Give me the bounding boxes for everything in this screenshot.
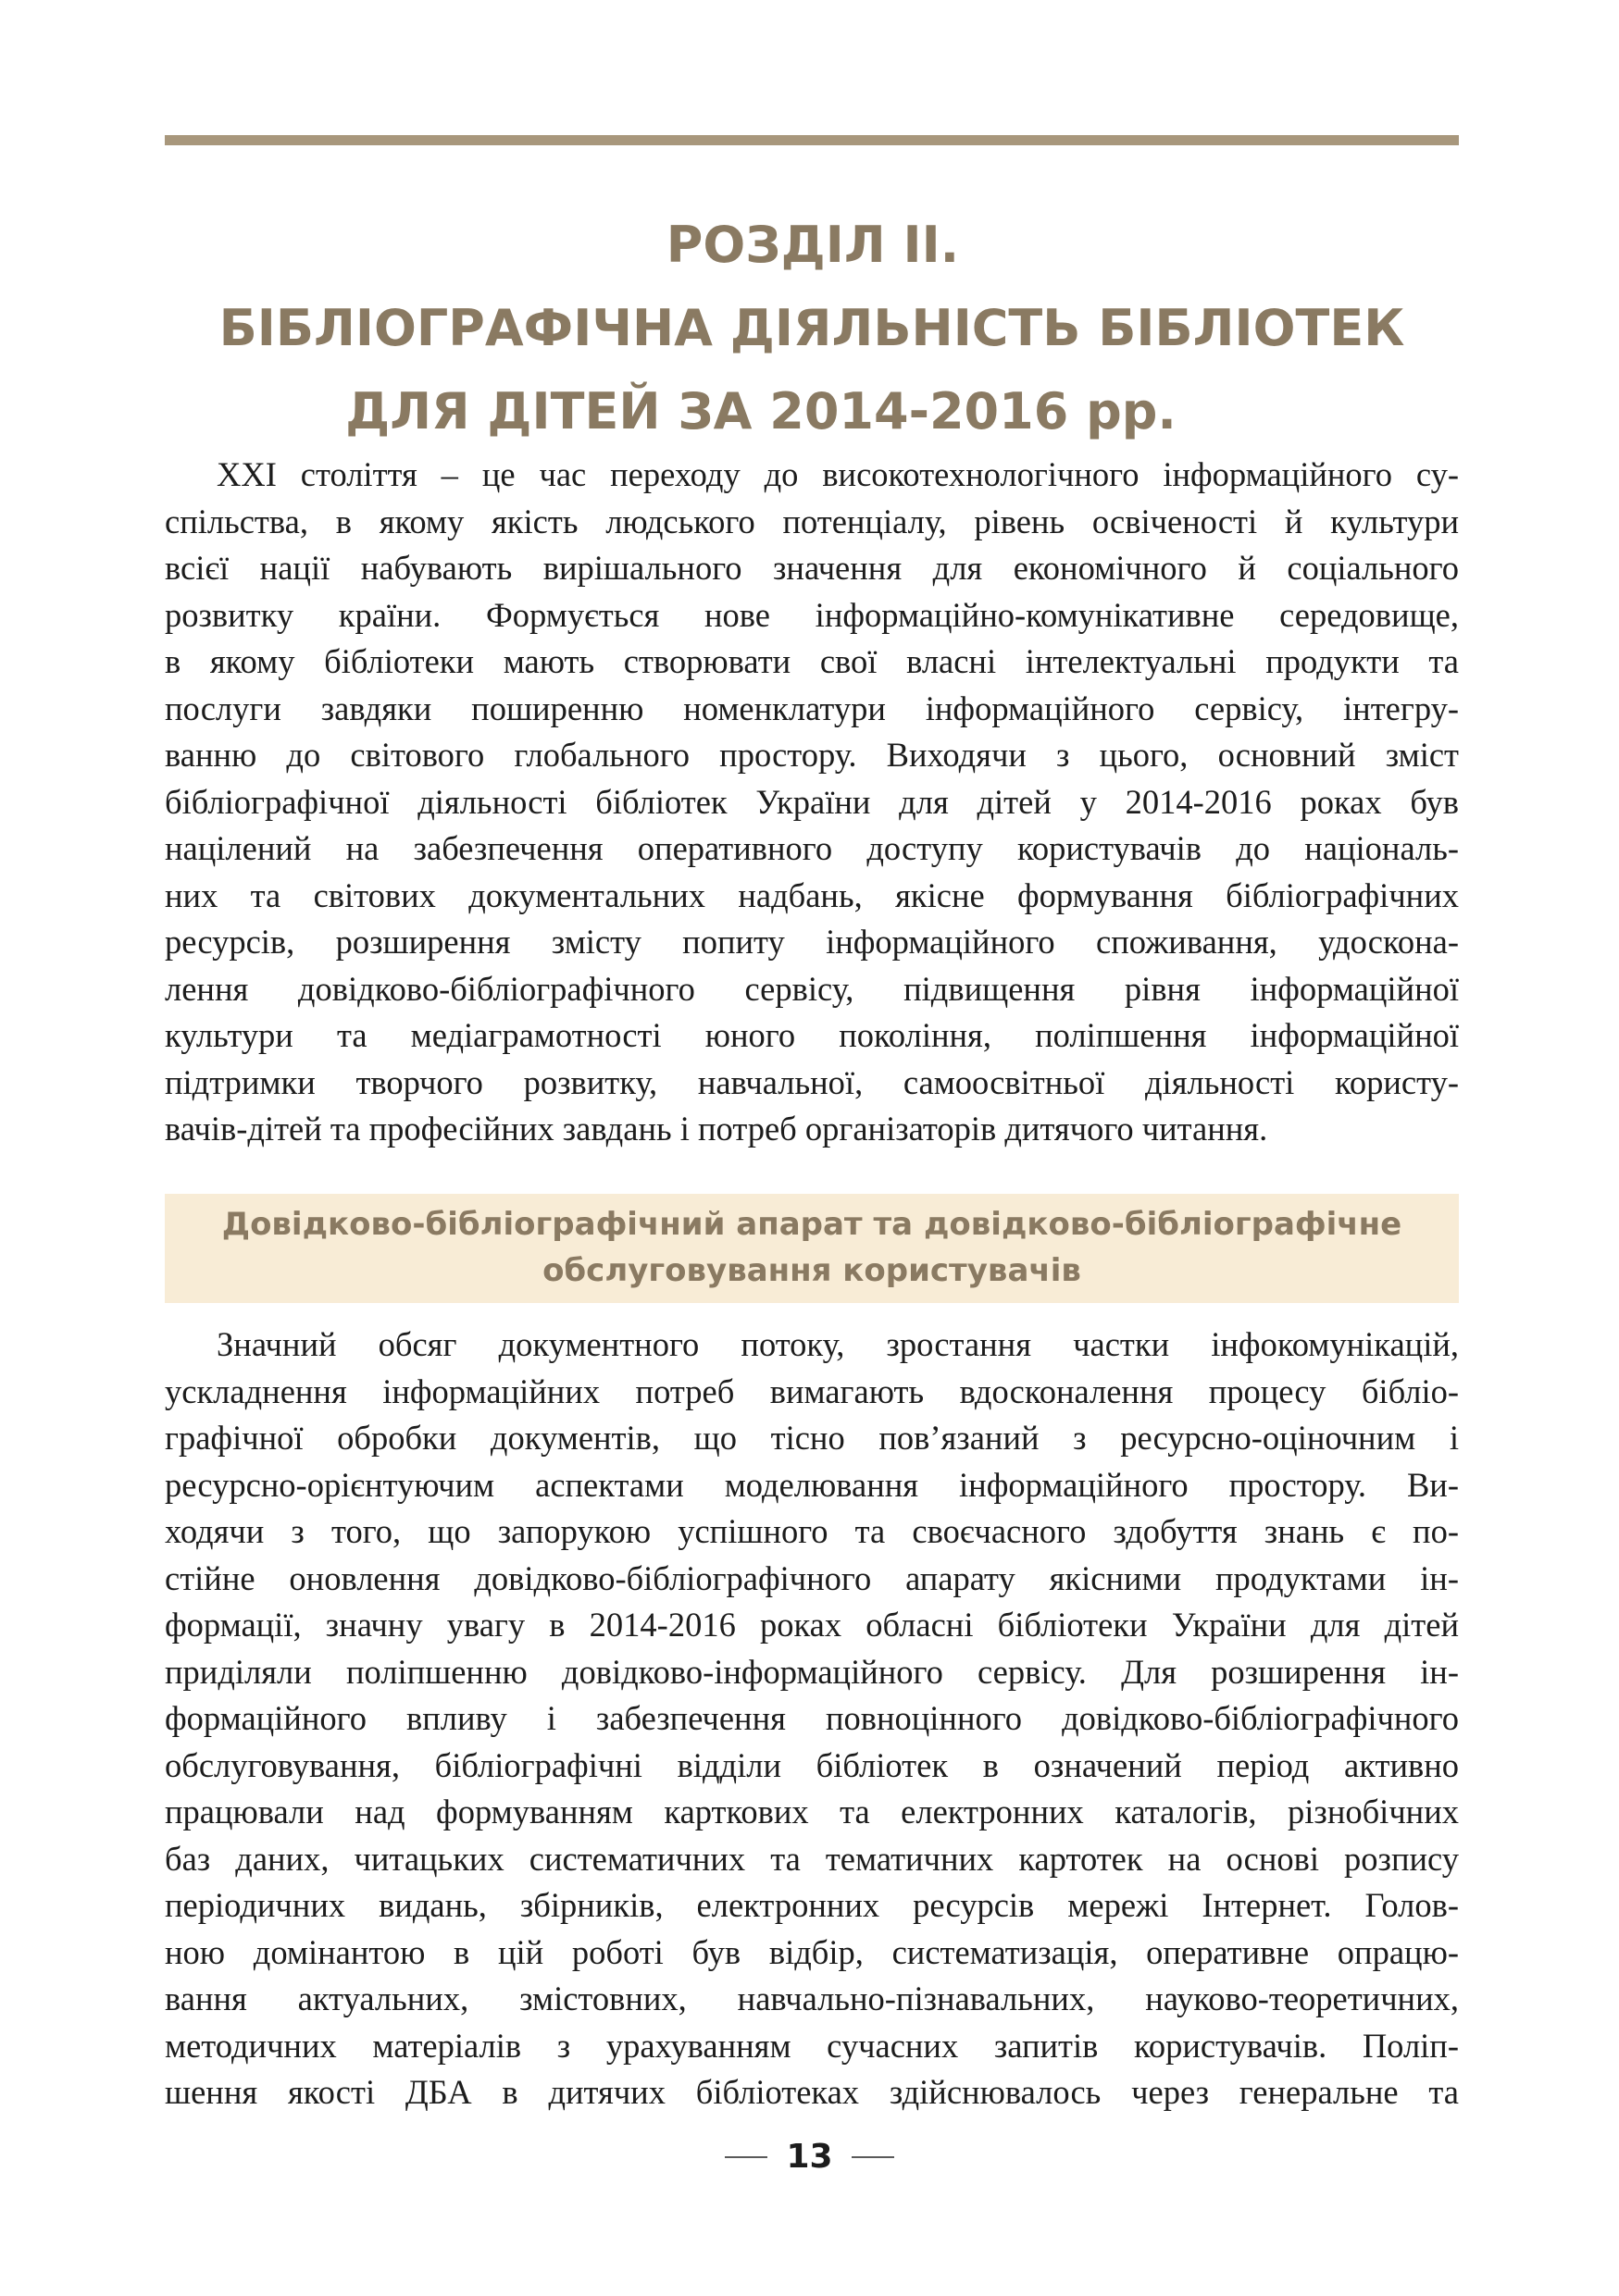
paragraph-1 [165, 452, 1459, 1153]
page-footer [0, 2138, 1619, 2184]
paragraph-line: формаційного впливу і забезпечення повноцінного довідково-бібліографічного [165, 1699, 1459, 1737]
paragraph-line: бібліографічної діяльності бібліотек України для дітей у 2014-2016 роках був [165, 782, 1459, 821]
footer-dash-left [725, 2156, 767, 2158]
paragraph-line: всієї нації набувають вирішального значення для економічного й соціального [165, 549, 1459, 587]
paragraph-line: ходячи з того, що запорукою успішного та своєчасного здобуття знань є по- [165, 1512, 1459, 1550]
paragraph-line: ванню до світового глобального простору. Виходячи з цього, основний зміст [165, 736, 1459, 774]
paragraph-line: формації, значну увагу в 2014-2016 роках обласні бібліотеки України для дітей [165, 1606, 1459, 1644]
paragraph-line: вання актуальних, змістовних, навчально-пізнавальних, науково-теоретичних, [165, 1980, 1459, 2017]
paragraph-line: обслуговування, бібліографічні відділи бібліотек в означений період активно [165, 1745, 1459, 1784]
section-heading [165, 1194, 1459, 1303]
chapter-title-line-1: РОЗДІЛ ІІ. [666, 216, 960, 274]
paragraph-line: ускладнення інформаційних потреб вимагають вдосконалення процесу бібліо- [165, 1371, 1459, 1410]
paragraph-line: вачів-дітей та професійних завдань і потреб організаторів дитячого читання. [165, 1110, 1268, 1148]
paragraph-line: шення якості ДБА в дитячих бібліотеках здійснювалось через генеральне та [165, 2073, 1459, 2111]
section-heading-line-1: Довідково-бібліографічний апарат та довідково-бібліографічне [221, 1206, 1402, 1243]
paragraph-line: періодичних видань, збірників, електронних ресурсів мережі Інтернет. Голов- [165, 1886, 1459, 1924]
paragraph-line: ресурсно-орієнтуючим аспектами моделювання інформаційного простору. Ви- [165, 1465, 1459, 1504]
top-rule [165, 135, 1459, 145]
footer-dash-right [852, 2156, 894, 2158]
paragraph-line: спільства, в якому якість людського потенціалу, рівень освіченості й культури [165, 502, 1459, 540]
paragraph-line: культури та медіаграмотності юного покоління, поліпшення інформаційної [165, 1016, 1459, 1054]
paragraph-line: методичних матеріалів з урахуванням сучасних запитів користувачів. Поліп- [165, 2026, 1459, 2065]
paragraph-line: ною домінантою в цій роботі був відбір, систематизація, оперативне опрацю- [165, 1932, 1459, 1971]
paragraph-line: ресурсів, розширення змісту попиту інформаційного споживання, удоскона- [165, 923, 1459, 961]
chapter-title-line-2: БІБЛІОГРАФІЧНА ДІЯЛЬНІСТЬ БІБЛІОТЕК [218, 299, 1405, 357]
page-number: 13 [786, 2138, 833, 2176]
paragraph-line: них та світових документальних надбань, якісне формування бібліографічних [165, 875, 1459, 914]
paragraph-line: розвитку країни. Формується нове інформаційно-комунікативне середовище, [165, 595, 1459, 634]
section-heading-line-2: обслуговування користувачів [542, 1252, 1081, 1289]
paragraph-line: приділяли поліпшенню довідково-інформаційного сервісу. Для розширення ін- [165, 1652, 1459, 1691]
paragraph-line: послуги завдяки поширенню номенклатури інформаційного сервісу, інтегру- [165, 689, 1459, 727]
paragraph-line: підтримки творчого розвитку, навчальної, самоосвітньої діяльності користу- [165, 1062, 1459, 1101]
paragraph-line: працювали над формуванням карткових та електронних каталогів, різнобічних [165, 1793, 1459, 1831]
chapter-title-line-3: ДЛЯ ДІТЕЙ ЗА 2014-2016 рр. [345, 382, 1177, 441]
paragraph-line: XXI століття – це час переходу до високотехнологічного інформаційного су- [217, 455, 1459, 493]
chapter-title [165, 204, 1459, 453]
paragraph-2 [165, 1322, 1459, 2116]
paragraph-line: націлений на забезпечення оперативного доступу користувачів до національ- [165, 829, 1459, 867]
paragraph-line: в якому бібліотеки мають створювати свої власні інтелектуальні продукти та [165, 642, 1459, 680]
paragraph-line: лення довідково-бібліографічного сервісу, підвищення рівня інформаційної [165, 969, 1459, 1008]
paragraph-line: стійне оновлення довідково-бібліографічного апарату якісними продуктами ін- [165, 1558, 1459, 1597]
paragraph-line: графічної обробки документів, що тісно пов’язаний з ресурсно-оціночним і [165, 1419, 1459, 1457]
paragraph-line: баз даних, читацьких систематичних та тематичних картотек на основі розпису [165, 1839, 1459, 1878]
paragraph-line: Значний обсяг документного потоку, зростання частки інфокомунікацій, [217, 1325, 1459, 1363]
